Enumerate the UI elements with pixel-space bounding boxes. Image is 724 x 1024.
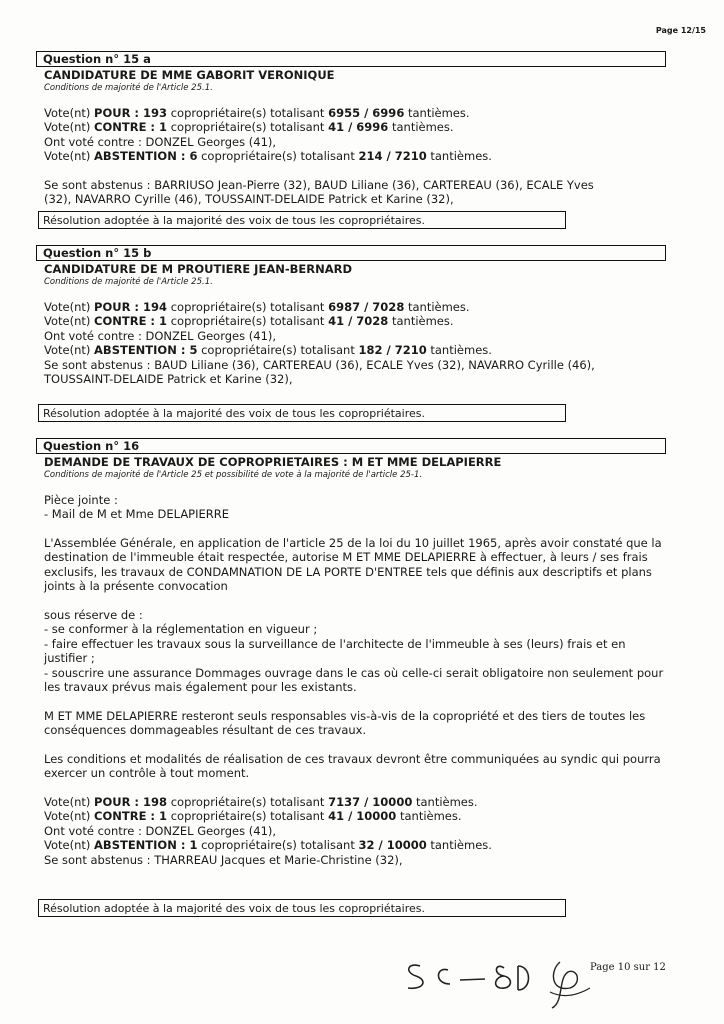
question-15b-body: [44, 262, 674, 387]
vote-contre-line: Vote(nt) CONTRE : 1 copropriétaire(s) totalisant 41 / 7028 tantièmes.: [44, 314, 454, 328]
vote-pour-line: Vote(nt) POUR : 194 copropriétaire(s) totalisant 6987 / 7028 tantièmes.: [44, 299, 470, 314]
vote-contre-line: Vote(nt) CONTRE : 1 copropriétaire(s) totalisant 41 / 10000 tantièmes.: [44, 809, 462, 823]
attachment-item: - Mail de M et Mme DELAPIERRE: [44, 507, 230, 521]
abstention-names-cont: TOUSSAINT-DELAIDE Patrick et Karine (32),: [44, 372, 293, 386]
vote-pour-line: Vote(nt) POUR : 193 copropriétaire(s) totalisant 6955 / 6996 tantièmes.: [44, 105, 470, 120]
question-15b-result: Résolution adoptée à la majorité des voix de tous les copropriétaires.: [38, 404, 566, 422]
contre-names: Ont voté contre : DONZEL Georges (41),: [44, 823, 277, 838]
question-15b-conditions: Conditions de majorité de l'Article 25.1.: [44, 276, 213, 287]
question-15a-conditions: Conditions de majorité de l'Article 25.1.: [44, 82, 213, 93]
question-15a-header: Question n° 15 a: [36, 51, 666, 67]
vote-abstention-line: Vote(nt) ABSTENTION : 5 copropriétaire(s) totalisant 182 / 7210 tantièmes.: [44, 343, 492, 357]
vote-pour-line: Vote(nt) POUR : 198 copropriétaire(s) totalisant 7137 / 10000 tantièmes.: [44, 794, 478, 809]
reserve-item-2: - faire effectuer les travaux sous la surveillance de l'architecte de l'immeuble à ses (leurs) frais et en justifier ;: [44, 636, 626, 665]
abstention-names: Se sont abstenus : THARREAU Jacques et Marie-Christine (32),: [44, 852, 403, 867]
question-15a-result: Résolution adoptée à la majorité des voix de tous les copropriétaires.: [38, 211, 566, 229]
contre-names: Ont voté contre : DONZEL Georges (41),: [44, 328, 277, 343]
responsibility-paragraph: M ET MME DELAPIERRE resteront seuls responsables vis-à-vis de la copropriété et des tiers de toutes les conséquences dommageables résultant de ces travaux.: [44, 708, 646, 737]
question-15b-header: Question n° 15 b: [36, 245, 666, 261]
conditions-paragraph: Les conditions et modalités de réalisation de ces travaux devront être communiquées au syndic qui pourra exercer un contrôle à tout moment.: [44, 751, 661, 780]
question-15a-body: [44, 68, 674, 207]
reserve-item-1: - se conformer à la réglementation en vigueur ;: [44, 622, 318, 636]
reserve-label: sous réserve de :: [44, 607, 143, 622]
page-stamp: Page 10 sur 12: [590, 962, 666, 973]
question-16-title: DEMANDE DE TRAVAUX DE COPROPRIETAIRES : M ET MME DELAPIERRE: [44, 455, 502, 469]
handwritten-initials: [400, 948, 610, 1018]
vote-contre-line: Vote(nt) CONTRE : 1 copropriétaire(s) totalisant 41 / 6996 tantièmes.: [44, 120, 454, 134]
abstention-names: Se sont abstenus : BARRIUSO Jean-Pierre (32), BAUD Liliane (36), CARTEREAU (36), ECALE Yves: [44, 177, 594, 192]
vote-abstention-line: Vote(nt) ABSTENTION : 6 copropriétaire(s) totalisant 214 / 7210 tantièmes.: [44, 149, 492, 163]
abstention-names-cont: (32), NAVARRO Cyrille (46), TOUSSAINT-DELAIDE Patrick et Karine (32),: [44, 192, 454, 206]
resolution-paragraph: L'Assemblée Générale, en application de l'article 25 de la loi du 10 juillet 1965, après avoir constaté que la destination de l'immeuble était respectée, autorise M ET MME DELAPIERRE à effectuer, à leurs / ses frais exclusifs, les travaux de CONDAMNATION DE LA PORTE D'ENTREE tels que définis aux descriptifs et plans joints à la présente convocation: [44, 535, 662, 593]
attachment-label: Pièce jointe :: [44, 492, 118, 507]
question-15b-title: CANDIDATURE DE M PROUTIERE JEAN-BERNARD: [44, 262, 353, 276]
question-16-body: [44, 455, 674, 867]
question-16-conditions: Conditions de majorité de l'Article 25 et possibilité de vote à la majorité de l'article 25-1.: [44, 469, 423, 480]
abstention-names: Se sont abstenus : BAUD Liliane (36), CARTEREAU (36), ECALE Yves (32), NAVARRO Cyrille (46),: [44, 357, 595, 372]
question-16-header: Question n° 16: [36, 438, 666, 454]
reserve-item-3: - souscrire une assurance Dommages ouvrage dans le cas où celle-ci serait obligatoire non seulement pour les travaux prévus mais également pour les existants.: [44, 665, 664, 694]
page-reference: Page 12/15: [655, 26, 706, 35]
question-15a-title: CANDIDATURE DE MME GABORIT VERONIQUE: [44, 68, 335, 82]
contre-names: Ont voté contre : DONZEL Georges (41),: [44, 134, 277, 149]
question-16-result: Résolution adoptée à la majorité des voix de tous les copropriétaires.: [38, 899, 566, 917]
vote-abstention-line: Vote(nt) ABSTENTION : 1 copropriétaire(s) totalisant 32 / 10000 tantièmes.: [44, 838, 492, 852]
